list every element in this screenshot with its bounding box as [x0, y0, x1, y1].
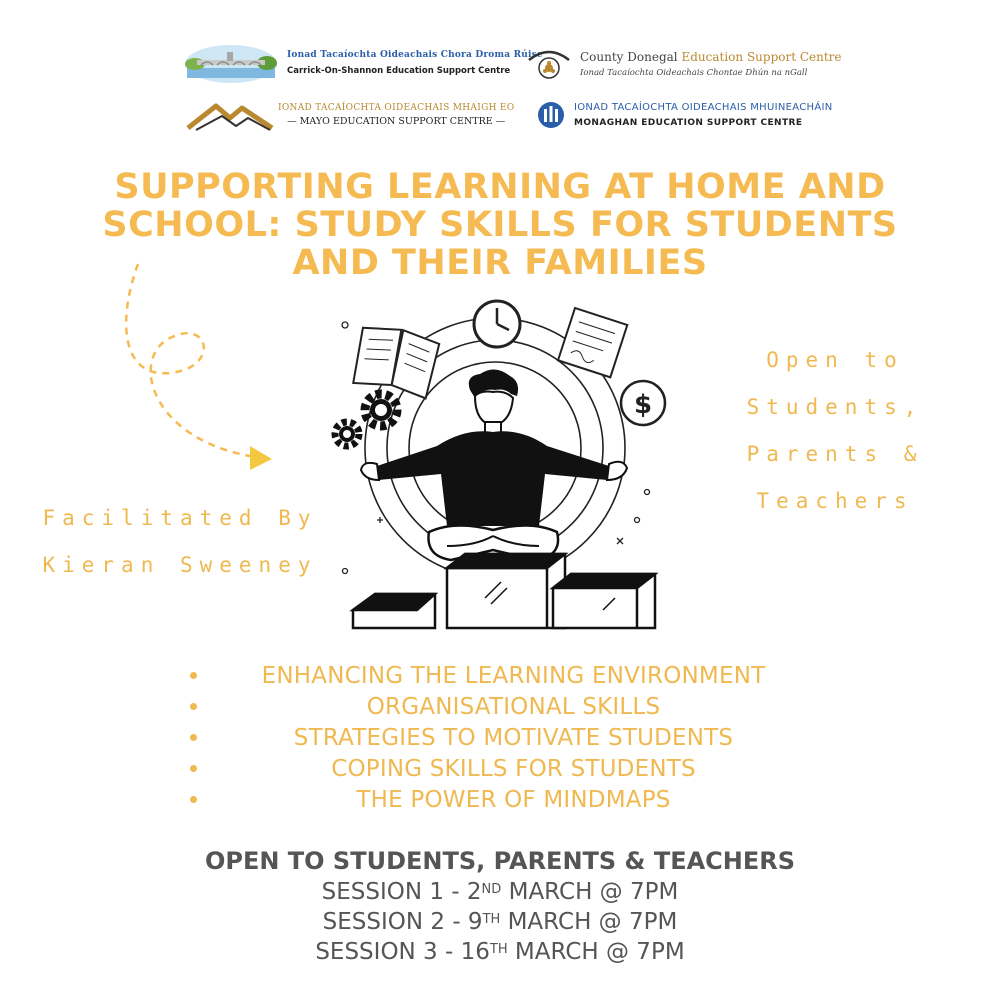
bullet-dot-icon	[190, 672, 197, 679]
audience-side-line-4: Teachers	[756, 489, 914, 513]
list-item	[180, 753, 830, 784]
clock-icon	[474, 301, 520, 347]
session-ordinal: TH	[482, 912, 501, 927]
list-item	[180, 722, 830, 753]
audience-side-text	[730, 337, 940, 525]
monaghan-irish-name: IONAD TACAÍOCHTA OIDEACHAIS MHUINEACHÁIN	[574, 101, 833, 113]
monaghan-emblem-icon	[536, 100, 566, 130]
bullet-dot-icon	[190, 765, 197, 772]
session-line	[150, 937, 850, 967]
logo-mayo	[186, 98, 514, 132]
carrick-irish-name: Ionad Tacaíochta Oideachais Chora Droma Rúisc	[287, 49, 543, 60]
topic-text: ORGANISATIONAL SKILLS	[366, 693, 661, 720]
mayo-english-name: — MAYO EDUCATION SUPPORT CENTRE —	[287, 115, 506, 127]
donegal-county-name: County Donegal	[580, 50, 678, 65]
title-line-3: AND THEIR FAMILIES	[292, 243, 708, 283]
list-item	[180, 660, 830, 691]
svg-text:$: $	[633, 390, 653, 420]
topics-list	[180, 660, 830, 815]
dollar-coin-icon	[621, 381, 665, 425]
logo-carrick-on-shannon	[183, 42, 543, 84]
facilitator-label: Facilitated By	[42, 506, 318, 530]
monaghan-english-name: MONAGHAN EDUCATION SUPPORT CENTRE	[574, 117, 803, 128]
logo-monaghan	[536, 100, 833, 130]
session-line	[150, 877, 850, 907]
sessions-block	[150, 845, 850, 967]
topic-text: THE POWER OF MINDMAPS	[356, 786, 671, 813]
document-page-icon	[558, 308, 627, 377]
bridge-logo-icon	[183, 42, 279, 84]
session-suffix: MARCH @ 7PM	[500, 909, 678, 935]
session-line	[150, 907, 850, 937]
session-prefix: SESSION 3 - 16	[315, 939, 490, 965]
audience-side-line-1: Open to	[766, 348, 904, 372]
mountain-logo-icon	[186, 98, 274, 132]
logo-donegal	[526, 46, 842, 82]
carrick-english-name: Carrick-On-Shannon Education Support Centre	[287, 66, 511, 77]
session-prefix: SESSION 1 - 2	[321, 879, 482, 905]
facilitator-name: Kieran Sweeney	[42, 553, 318, 577]
audience-side-line-3: Parents &	[746, 442, 924, 466]
audience-side-line-2: Students,	[746, 395, 924, 419]
list-item	[180, 691, 830, 722]
meditating-student-illustration	[325, 298, 675, 648]
bullet-dot-icon	[190, 703, 197, 710]
dashed-arrow-icon	[110, 258, 280, 478]
session-suffix: MARCH @ 7PM	[501, 879, 679, 905]
session-prefix: SESSION 2 - 9	[322, 909, 483, 935]
session-ordinal: ND	[481, 882, 502, 897]
open-book-icon	[351, 322, 440, 399]
meditating-person-icon	[361, 369, 627, 560]
mayo-irish-name: IONAD TACAÍOCHTA OIDEACHAIS MHAIGH EO	[278, 102, 515, 113]
list-item	[180, 784, 830, 815]
donegal-irish-name: Ionad Tacaíochta Oideachais Chontae Dhún na nGall	[580, 67, 808, 78]
session-suffix: MARCH @ 7PM	[507, 939, 685, 965]
topic-text: ENHANCING THE LEARNING ENVIRONMENT	[261, 662, 766, 689]
title-line-2: SCHOOL: STUDY SKILLS FOR STUDENTS	[102, 205, 898, 245]
donegal-emblem-icon	[526, 46, 572, 82]
bullet-dot-icon	[190, 796, 197, 803]
facilitator-text	[30, 495, 330, 589]
donegal-centre-name: Education Support Centre	[681, 50, 842, 65]
audience-heading: OPEN TO STUDENTS, PARENTS & TEACHERS	[204, 847, 796, 875]
session-ordinal: TH	[489, 942, 508, 957]
topic-text: COPING SKILLS FOR STUDENTS	[331, 755, 696, 782]
topic-text: STRATEGIES TO MOTIVATE STUDENTS	[293, 724, 734, 751]
podium-blocks-icon	[353, 554, 655, 628]
title-line-1: SUPPORTING LEARNING AT HOME AND	[114, 167, 886, 207]
bullet-dot-icon	[190, 734, 197, 741]
